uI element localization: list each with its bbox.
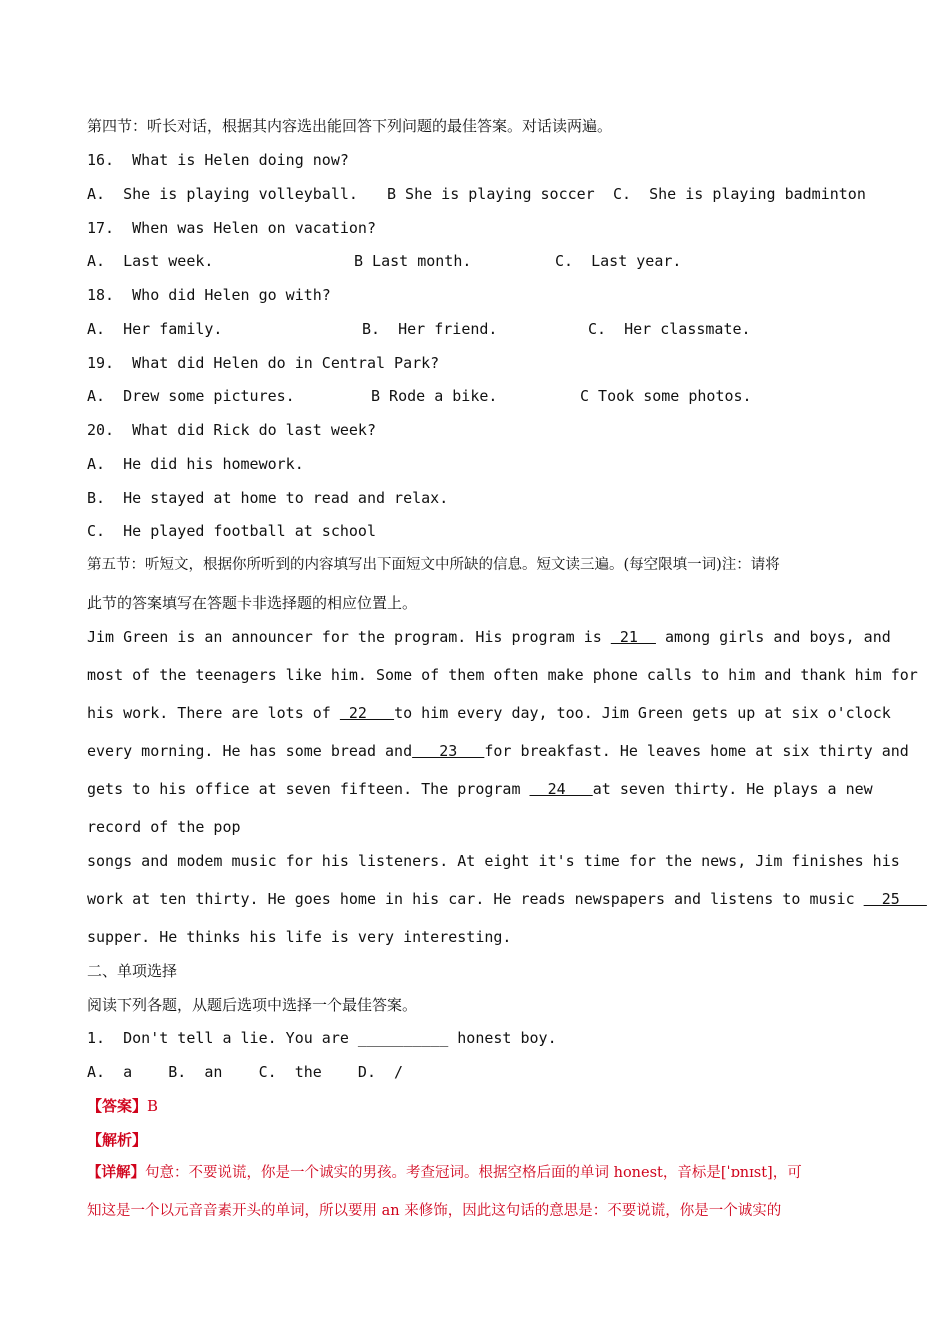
option-20-c: C. He played football at school — [87, 522, 376, 540]
blank-24: 24 — [529, 780, 593, 798]
answer-value: B — [147, 1097, 159, 1115]
detail-line2: 知这是一个以元音音素开头的单词，所以要用 an 来修饰，因此这句话的意思是：不要说谎，你是一个诚实的 — [87, 1203, 782, 1219]
passage-line: songs and modem music for his listeners. At eight it's time for the news, Jim finishes his — [87, 852, 900, 870]
section4-heading: 第四节：听长对话，根据其内容选出能回答下列问题的最佳答案。对话读两遍。 — [87, 117, 613, 135]
passage-line: his work. There are lots of 22 to him every day, too. Jim Green gets up at six o'clock — [87, 704, 891, 722]
option-17-c: C. Last year. — [555, 252, 682, 270]
passage-line: record of the pop — [87, 818, 241, 836]
option-16-c: C. She is playing badminton — [613, 185, 866, 203]
passage-line: supper. He thinks his life is very interesting. — [87, 928, 512, 946]
option-19-c: C Took some photos. — [580, 387, 752, 405]
option-18-c: C. Her classmate. — [588, 320, 751, 338]
answer-label: 【答案】 — [87, 1097, 148, 1115]
option-17-b: B Last month. — [354, 252, 472, 270]
option-20-b: B. He stayed at home to read and relax. — [87, 489, 449, 507]
answer-line — [87, 1097, 158, 1115]
detail-line1: 【详解】句意：不要说谎，你是一个诚实的男孩。考查冠词。根据空格后面的单词 honest，音标是[ˈɒnɪst]，可 — [87, 1164, 802, 1181]
analysis-label: 【解析】 — [87, 1131, 148, 1149]
option-16-a: A. She is playing volleyball. — [87, 185, 358, 203]
option-19-a: A. Drew some pictures. — [87, 387, 295, 405]
passage-line: gets to his office at seven fifteen. The program 24 at seven thirty. He plays a new — [87, 780, 873, 798]
option-17-a: A. Last week. — [87, 252, 214, 270]
option-18-a: A. Her family. — [87, 320, 223, 338]
blank-22: 22 — [339, 704, 395, 722]
blank-25: 25 — [863, 890, 927, 908]
part2-title: 二、单项选择 — [87, 962, 178, 980]
blank-23: 23 — [412, 742, 485, 760]
option-16-b: B She is playing soccer — [387, 185, 595, 203]
question-18: 18. Who did Helen go with? — [87, 286, 331, 304]
section5-heading-line2: 此节的答案填写在答题卡非选择题的相应位置上。 — [87, 594, 418, 612]
passage-line: Jim Green is an announcer for the program. His program is 21 among girls and boys, and — [87, 628, 891, 646]
passage-line: most of the teenagers like him. Some of them often make phone calls to him and thank him for — [87, 666, 918, 684]
question-1: 1. Don't tell a lie. You are __________ honest boy. — [87, 1029, 557, 1047]
question-17: 17. When was Helen on vacation? — [87, 219, 376, 237]
part2-instruction: 阅读下列各题，从题后选项中选择一个最佳答案。 — [87, 996, 418, 1014]
passage-line: every morning. He has some bread and 23 for breakfast. He leaves home at six thirty and — [87, 742, 909, 760]
question-1-options: A. a B. an C. the D. / — [87, 1063, 404, 1081]
option-20-a: A. He did his homework. — [87, 455, 304, 473]
blank-21: 21 — [610, 628, 656, 646]
option-18-b: B. Her friend. — [362, 320, 498, 338]
section5-heading-line1: 第五节：听短文，根据你所听到的内容填写出下面短文中所缺的信息。短文读三遍。(每空限填一词)注：请将 — [87, 557, 780, 573]
question-16: 16. What is Helen doing now? — [87, 151, 349, 169]
question-19: 19. What did Helen do in Central Park? — [87, 354, 440, 372]
passage-line: work at ten thirty. He goes home in his car. He reads newspapers and listens to music 25 — [87, 890, 927, 908]
option-19-b: B Rode a bike. — [371, 387, 498, 405]
question-20: 20. What did Rick do last week? — [87, 421, 376, 439]
detail-label: 【详解】 — [87, 1164, 145, 1181]
